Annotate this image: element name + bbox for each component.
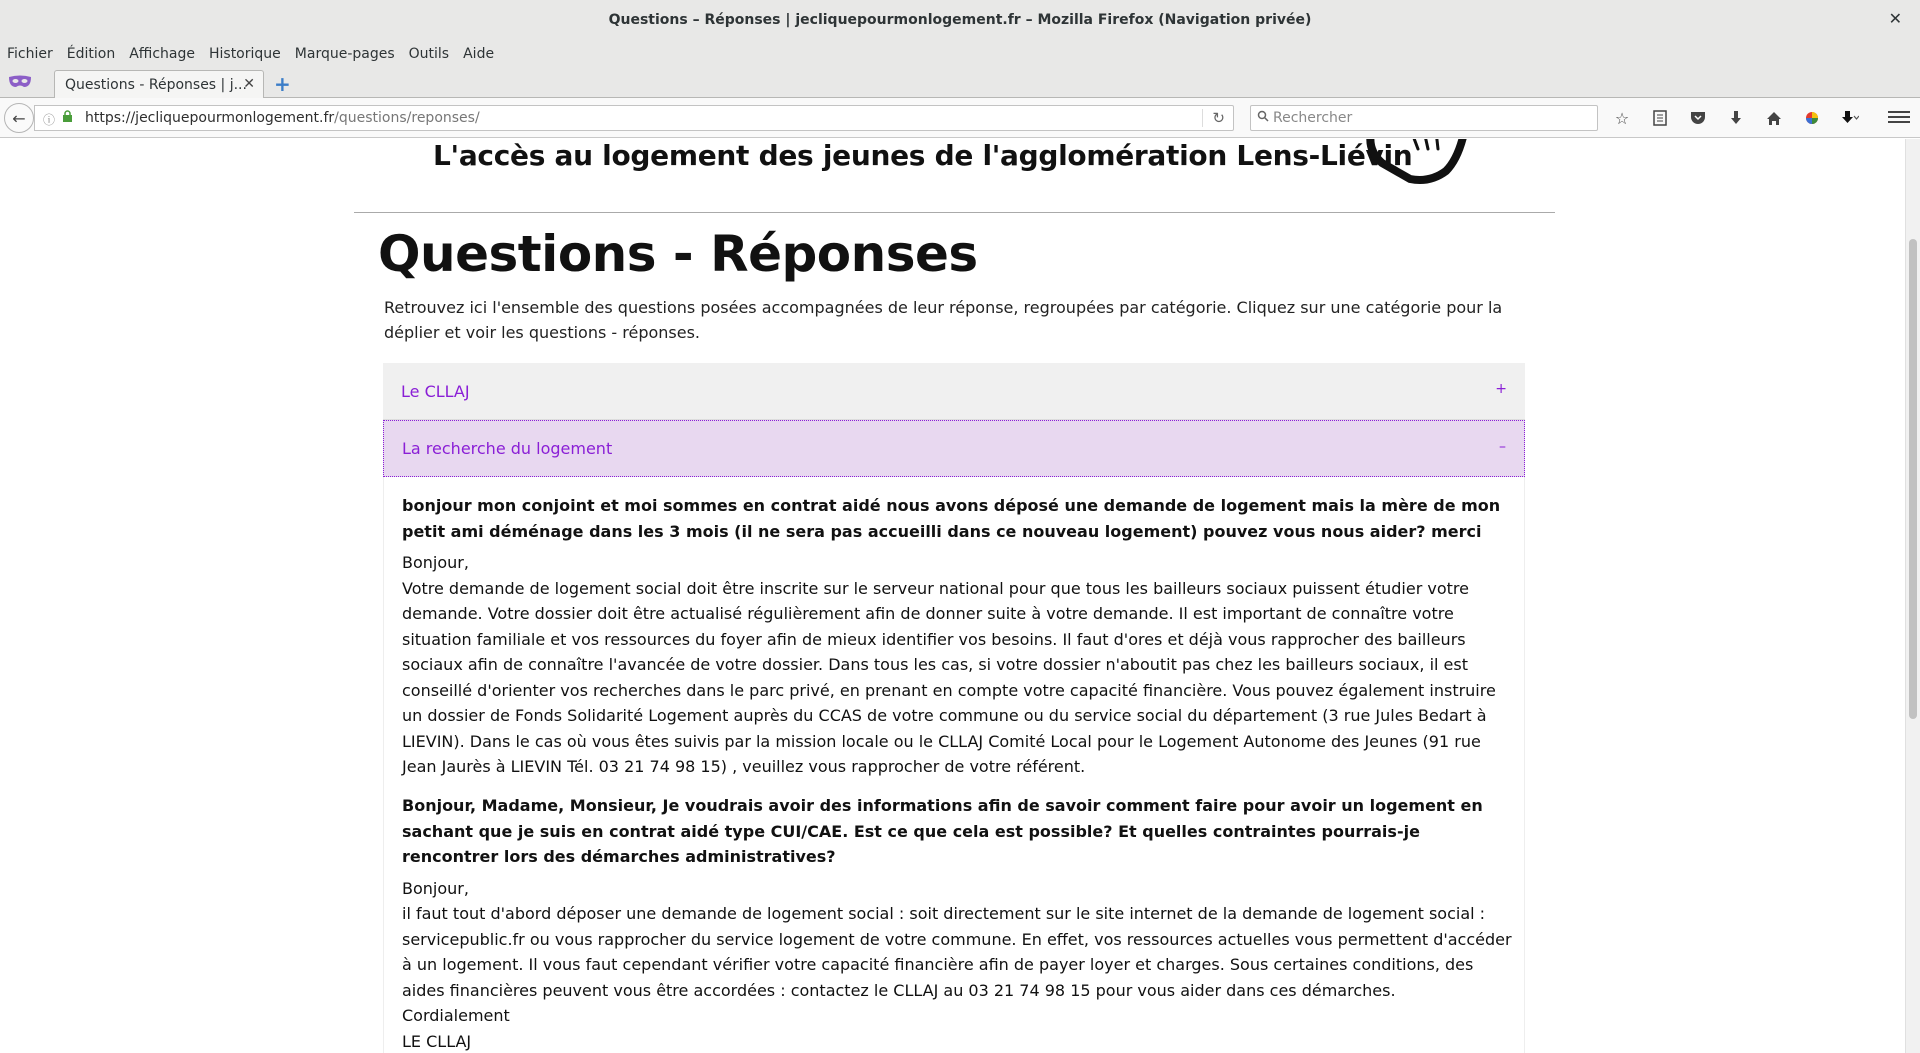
home-icon[interactable] — [1762, 106, 1786, 130]
back-arrow-icon: ← — [12, 108, 26, 128]
answer-greeting: Bonjour, — [402, 878, 469, 898]
private-mask-icon — [8, 74, 32, 90]
menu-hamburger-icon[interactable] — [1888, 106, 1910, 128]
site-tagline: L'accès au logement des jeunes de l'agglomération Lens-Liévin — [433, 139, 1413, 172]
tab-strip — [0, 68, 1920, 98]
toolbar-icons — [1610, 106, 1876, 130]
url-bar[interactable] — [34, 105, 1234, 131]
download-icon[interactable] — [1724, 106, 1748, 130]
category-le-cllaj[interactable] — [383, 363, 1525, 420]
expand-plus-icon: + — [1495, 381, 1507, 397]
window-title: Questions – Réponses | jecliquepourmonlogement.fr – Mozilla Firefox (Navigation privée) — [608, 12, 1312, 28]
menu-outils[interactable]: Outils — [408, 46, 450, 62]
hamburger-line — [1888, 121, 1910, 123]
tab-label: Questions - Réponses | j... — [65, 77, 247, 93]
url-host: https://jecliquepourmonlogement.fr — [85, 110, 335, 126]
lock-icon — [62, 110, 73, 126]
answer-text: il faut tout d'abord déposer une demande de logement social : soit directement sur le site internet de la demande de logement social : servicepublic.fr ou vous rapprocher du service logement de votre commune. En effet, vos ressources actuelles vous permettent d'accéder à un logement. Il vous faut cependant vérifier votre capacité financière afin de payer loyer et charges. Sous certaines conditions, des aides financières peuvent vous être accordées : contactez le CLLAJ au 03 21 74 98 15 pour vous aider dans ces démarches. — [402, 904, 1512, 1000]
new-tab-icon[interactable]: + — [274, 72, 291, 96]
search-placeholder: Rechercher — [1273, 110, 1353, 126]
answer-text: Votre demande de logement social doit être inscrite sur le serveur national pour que tous les bailleurs sociaux puissent étudier votre demande. Votre dossier doit être actualisé régulièrement afin de donner suite à votre demande. Il est important de connaître votre situation familiale et vos ressources du foyer afin de mieux identifier vos besoins. Il faut d'ores et déjà vous rapprocher des bailleurs sociaux afin de connaître l'avancée de votre dossier. Dans tous les cas, si votre dossier n'aboutit pas chez les bailleurs sociaux, il est conseillé d'orienter vos recherches dans le parc privé, en prenant en compte votre capacité financière. Vous pouvez également instruire un dossier de Fonds Solidarité Logement auprès du CCAS de votre commune ou du service social du département (3 rue Jules Bedart à LIEVIN). Dans le cas où vous êtes suivis par la mission locale ou le CLLAJ Comité Local pour le Logement Autonome des Jeunes (91 rue Jean Jaurès à LIEVIN Tél. 03 21 74 98 15) , veuillez vous rapprocher de votre référent. — [402, 578, 1496, 776]
question-text: bonjour mon conjoint et moi sommes en contrat aidé nous avons déposé une demande de logement mais la mère de mon petit ami déménage dans les 3 mois (il ne sera pas accueilli dans ce nouveau logement) pouvez vous nous aider? merci — [402, 496, 1501, 541]
menu-edition[interactable]: Édition — [66, 46, 116, 62]
tab-questions-reponses[interactable] — [54, 70, 264, 99]
hand-click-icon — [1360, 139, 1472, 185]
answer-signature: LE CLLAJ — [402, 1031, 472, 1051]
category-label: La recherche du logement — [402, 439, 613, 458]
tab-close-icon[interactable]: ✕ — [243, 76, 255, 92]
search-input[interactable] — [1250, 105, 1598, 131]
bookmark-star-icon[interactable]: ☆ — [1614, 108, 1630, 128]
page-title: Questions - Réponses — [378, 225, 978, 283]
url-separator — [1202, 109, 1203, 127]
menu-affichage[interactable]: Affichage — [129, 46, 195, 62]
url-path: /questions/reponses/ — [334, 110, 480, 126]
question-text: Bonjour, Madame, Monsieur, Je voudrais avoir des informations afin de savoir comment faire pour avoir un logement en sachant que je suis en contrat aidé type CUI/CAE. Est ce que cela est possible? Et quelles contraintes pourrais-je rencontrer lors des démarches administratives? — [402, 796, 1483, 866]
qa-item — [402, 793, 1512, 1053]
search-icon — [1257, 110, 1269, 125]
downloads-arrow-icon[interactable] — [1838, 106, 1862, 130]
window-titlebar — [0, 0, 1920, 40]
hamburger-line — [1888, 111, 1910, 113]
reading-list-icon[interactable] — [1648, 106, 1672, 130]
menu-bar — [0, 40, 1920, 68]
header-divider — [354, 212, 1555, 213]
pocket-icon[interactable] — [1686, 106, 1710, 130]
page-viewport — [0, 139, 1905, 1053]
collapse-minus-icon: – — [1499, 439, 1506, 455]
menu-aide[interactable]: Aide — [463, 46, 495, 62]
menu-fichier[interactable]: Fichier — [7, 46, 53, 62]
category-panel — [383, 477, 1525, 1053]
answer-closing: Cordialement — [402, 1006, 510, 1025]
qa-item — [402, 493, 1512, 780]
page-scrollbar[interactable] — [1905, 139, 1920, 1053]
info-icon[interactable]: ⓘ — [43, 113, 56, 127]
back-button[interactable] — [4, 103, 34, 133]
page-intro: Retrouvez ici l'ensemble des questions posées accompagnées de leur réponse, regroupées par catégorie. Cliquez sur une catégorie pour la déplier et voir les questions - réponses. — [384, 298, 1503, 342]
window-close-icon[interactable]: ✕ — [1888, 9, 1902, 28]
scrollbar-thumb[interactable] — [1909, 239, 1917, 719]
extension-icon[interactable] — [1800, 106, 1824, 130]
menu-historique[interactable]: Historique — [208, 46, 281, 62]
answer-greeting: Bonjour, — [402, 553, 469, 572]
navigation-toolbar — [0, 98, 1920, 138]
category-label: Le CLLAJ — [401, 381, 470, 401]
menu-marque-pages[interactable]: Marque-pages — [294, 46, 395, 62]
category-recherche-logement[interactable] — [383, 420, 1525, 477]
reload-icon[interactable]: ↻ — [1212, 109, 1225, 127]
hamburger-line — [1888, 116, 1910, 118]
